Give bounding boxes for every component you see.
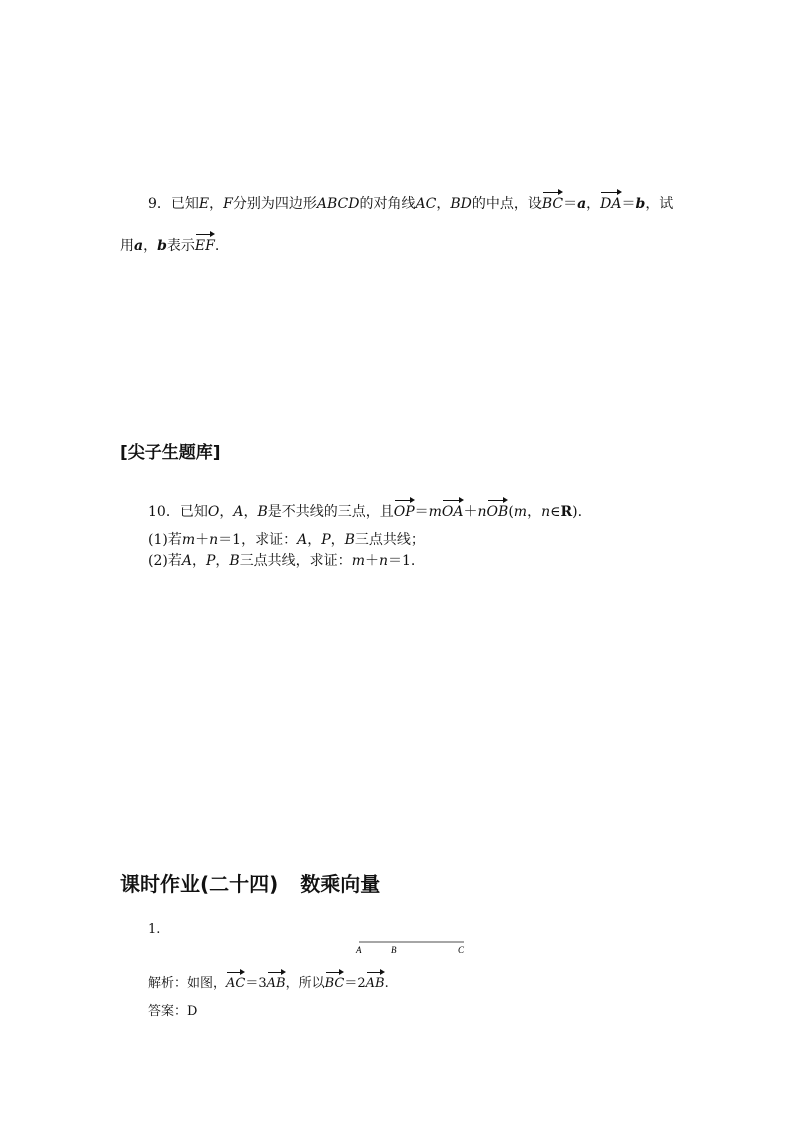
- q10-number: 10．: [148, 504, 180, 520]
- section-heading-top-students: [尖子生题库]: [120, 443, 221, 463]
- vector-bc-2: BC: [325, 970, 345, 994]
- q9-line1: 9．已知E，F分别为四边形ABCD的对角线AC，BD的中点，设BC＝a，DA＝b，试: [148, 190, 673, 214]
- vector-ab-2: AB: [366, 970, 385, 994]
- vector-ob: OB: [487, 498, 509, 522]
- point-label-a: A: [356, 945, 362, 955]
- section-heading-homework: [120, 868, 380, 897]
- ans1-analysis: 解析：如图，AC＝3AB，所以BC＝2AB.: [148, 970, 389, 994]
- q10-part1: (1)若m＋n＝1，求证：A，P，B三点共线；: [148, 532, 425, 548]
- ans1-number: 1.: [148, 922, 161, 937]
- homework-topic: 数乘向量: [300, 872, 381, 896]
- vector-ac: AC: [226, 970, 245, 994]
- vector-da: DA: [600, 190, 621, 214]
- homework-title: 课时作业(二十四): [120, 872, 279, 896]
- vector-oa: OA: [442, 498, 464, 522]
- vector-ab: AB: [267, 970, 286, 994]
- vector-op: OP: [394, 498, 415, 522]
- q9-line2: 用a，b表示EF.: [120, 232, 219, 256]
- vector-bc: BC: [542, 190, 563, 214]
- q9-number: 9．: [148, 196, 171, 212]
- q10-part2: (2)若A，P，B三点共线，求证：m＋n＝1.: [148, 553, 416, 569]
- segment-figure: [350, 938, 476, 960]
- q10-line1: 10．已知O，A，B是不共线的三点，且OP＝mOA＋nOB(m，n∈R).: [148, 498, 582, 522]
- vector-ef: EF: [195, 232, 215, 256]
- point-label-c: C: [458, 945, 465, 955]
- point-label-b: B: [391, 945, 397, 955]
- ans1-answer: 答案：D: [148, 1004, 198, 1019]
